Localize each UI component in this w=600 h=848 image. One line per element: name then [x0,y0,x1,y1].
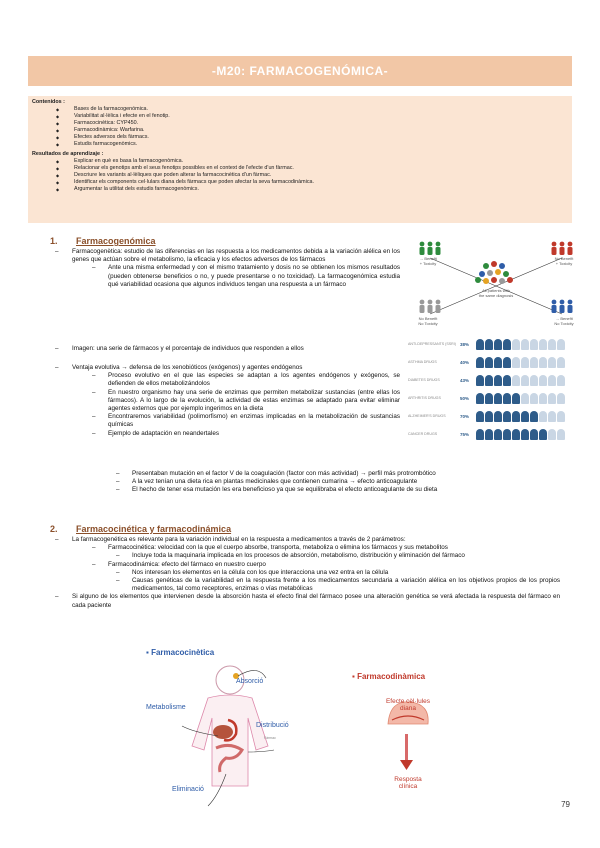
arrow-distribucio [248,750,274,752]
contents-list [32,106,568,148]
list-item: ◆ Variabilitat al·lèlica i efecte en el fenotip. [32,113,568,120]
drug-row [408,354,584,370]
person-icon [476,339,484,350]
paragraph: – Farmacodinámica: efecto del fármaco en nuestro cuerpo [50,561,560,569]
people-row [476,339,584,350]
paragraph: – Causas genéticas de la variabilidad en la respuesta frente a los medicamentos secundaria a variación alélica en los objetivos propios de los propios medicamentos, tal como receptores, enzimas o vías metabólicas [50,577,560,593]
person-icon [521,375,529,386]
person-icon [521,357,529,368]
label-benefit-notoxicity: → Benefit No Toxicity [554,316,574,326]
list-item: ◆ Argumentar la utilitat dels estudis farmacogenòmics. [32,186,568,193]
paragraph: – Ante una misma enfermedad y con el mismo tratamiento y dosis no se obtienen los mismos resultados (pueden obtenerse beneficios o no, y puede presentarse o no toxicidad). La farmacogenómica estudia qué variabilidad ocasiona que algunos individuos tengan una respuesta a un fármaco [50,264,400,289]
person-icon [557,375,565,386]
paragraph: – Imagen: una serie de fármacos y el porcentaje de individuos que responden a ellos [50,345,400,353]
drug-response-figure [408,336,584,448]
pharmacodynamics-figure [352,672,462,812]
bullet-icon: ▪ [146,648,152,657]
drug-label: CANCER DRUGS [408,432,438,436]
group-blue-people [552,300,573,313]
person-icon [512,375,520,386]
drug-label: ANTI-DEPRESSANTS (SSRI) [408,342,456,346]
center-crowd [475,261,513,284]
people-row [476,411,584,422]
person-icon [521,339,529,350]
drug-row [408,426,584,442]
drug-label: ARTHRITIS DRUGS [408,396,441,400]
drug-percent: 75% [460,431,470,437]
person-icon [539,393,547,404]
paragraph: – Farmacogenètica: estudio de las diferencias en las respuesta a los medicamentos debida a la variación alélica en los genes que actúan sobre el metabolismo, la eficacia y los efectos adversos de los fármacos [50,248,400,264]
person-icon [530,339,538,350]
person-icon [503,357,511,368]
person-icon [548,411,556,422]
person-icon [539,357,547,368]
page-title: -M20: FARMACOGENÓMICA- [211,64,389,78]
person-icon [557,339,565,350]
person-icon [548,375,556,386]
list-item: ◆ Farmacocinètica: CYP450. [32,120,568,127]
person-icon [494,357,502,368]
results-list [32,158,568,193]
title-banner [28,56,572,86]
person-icon [503,339,511,350]
person-icon [521,411,529,422]
person-icon [539,375,547,386]
person-icon [494,429,502,440]
bullet-icon: ▪ [352,672,358,681]
label-nobenefit-notoxicity: No Benefit No Toxicity [418,316,438,326]
drug-percent: 40% [460,359,470,365]
list-item: ◆ Explicar en què es basa la farmacogenòmica. [32,158,568,165]
section-1-neanderthal [50,470,550,495]
pk-heading: ▪ Farmacocinètica [146,648,215,657]
person-icon [494,339,502,350]
person-icon [512,393,520,404]
label-clinical-response: Resposta clínica [394,776,422,790]
person-icon [503,393,511,404]
paragraph: – Encontraremos variabilidad (polimorfismo) en enzimas implicadas en la metabolización de sustancias químicas [50,413,400,429]
drug-percent: 38% [460,341,470,347]
paragraph: – Ventaja evolutiva → defensa de los xenobióticos (exógenos) y agentes endógenos [50,364,400,372]
person-icon [485,429,493,440]
list-item: ◆ Farmacodinàmica: Warfarina. [32,127,568,134]
person-icon [557,393,565,404]
paragraph: – El hecho de tener esa mutación les era beneficioso ya que se equilibraba el efecto anticoagulante de su dieta [50,486,550,494]
person-icon [539,429,547,440]
label-eliminacio: Eliminació [172,786,204,793]
paragraph: – En nuestro organismo hay una serie de enzimas que permiten metabolizar sustancias (entre ellas los fármacos). A lo largo de la evolución, la actividad de estas enzimas se adaptado para evitar eliminar agentes externos que por ejemplo ingerimos en la dieta [50,389,400,414]
person-icon [485,411,493,422]
paragraph: – Si alguno de los elementos que intervienen desde la absorción hasta el efecto final del fármaco posee una alteración genética se verá afectada la respuesta del fármaco en cada paciente [50,593,560,609]
label-target-cells: Efecte cèl·lules diana [385,698,431,712]
drug-row [408,390,584,406]
person-icon [548,339,556,350]
person-icon [476,393,484,404]
liver-organ [213,725,233,739]
label-metabolisme: Metabolisme [146,704,186,711]
person-icon [512,357,520,368]
drug-row [408,408,584,424]
person-icon [530,357,538,368]
person-icon [530,375,538,386]
list-item: ◆ Efectes adversos dels fàrmacs. [32,134,568,141]
person-icon [485,339,493,350]
person-icon [485,357,493,368]
person-icon [476,375,484,386]
people-row [476,357,584,368]
patients-figure [408,236,584,336]
section-1-intro [50,248,400,289]
label-all-patients: All patients with the same diagnosis [478,288,514,298]
section-2-body [50,536,560,610]
paragraph: – Nos interesan los elementos en la célula con los que interacciona una vez entra en la célula [50,569,560,577]
contents-box [28,96,572,223]
arrow-head [400,760,413,770]
drug-percent: 70% [460,413,470,419]
section-2-heading: 2. Farmacocinética y farmacodinámica [50,524,232,534]
label-small: Fàrmac [264,736,276,740]
person-icon [539,339,547,350]
person-icon [521,393,529,404]
person-icon [512,429,520,440]
group-red-people [552,242,573,255]
paragraph: – La farmacogenética es relevante para la variación individual en la respuesta a medicamentos a través de 2 parámetros: [50,536,560,544]
drug-row [408,336,584,352]
person-icon [503,375,511,386]
pd-heading: ▪ Farmacodinàmica [352,672,426,681]
person-icon [485,375,493,386]
list-item: ◆ Identificar els components cel·lulars diana dels fàrmacs que poden afectar la seva farmacodinàmica. [32,179,568,186]
person-icon [512,411,520,422]
paragraph: – A la vez tenían una dieta rica en plantas medicinales que contienen cumarina → efecto anticoagulante [50,478,550,486]
drug-percent: 43% [460,377,470,383]
drug-label: ALZHEIMER'S DRUGS [408,414,446,418]
person-icon [548,393,556,404]
person-icon [476,411,484,422]
person-icon [521,429,529,440]
person-icon [557,411,565,422]
person-icon [512,339,520,350]
group-grey-people [420,300,441,313]
arrow-shaft [405,734,408,760]
drug-label: DIABETES DRUGS [408,378,440,382]
person-icon [476,357,484,368]
paragraph: – Presentaban mutación en el factor V de la coagulación (factor con más actividad) → perfil más protrombótico [50,470,550,478]
person-icon [476,429,484,440]
drug-label: ASTHMA DRUGS [408,360,437,364]
person-icon [503,411,511,422]
person-icon [548,357,556,368]
list-item: ◆ Descriure les variants al·lèliques que poden alterar la farmacocinètica d'un fàrmac. [32,172,568,179]
paragraph: – Farmacocinética: velocidad con la que el cuerpo absorbe, transporta, metaboliza o elimina los fármacos y sus metabolitos [50,544,560,552]
paragraph: – Proceso evolutivo en el que las especies se adaptan a los agentes endógenos y exógenos, se defienden de ellos metabolizándolos [50,372,400,388]
people-row [476,429,584,440]
person-icon [548,429,556,440]
list-item: ◆ Bases de la farmacogenómica. [32,106,568,113]
label-absorcio: Absorció [236,678,264,685]
paragraph: – Ejemplo de adaptación en neandertales [50,430,400,438]
paragraph: – Incluye toda la maquinaria implicada en los procesos de absorción, metabolismo, distribución y eliminación del fármaco [50,552,560,560]
person-icon [494,393,502,404]
drug-row [408,372,584,388]
page-number: 79 [561,800,570,809]
results-header: Resultados de aprendizaje : [32,151,104,157]
people-row [476,393,584,404]
label-distribucio: Distribució [256,722,289,729]
section-1-evolution [50,364,400,438]
people-row [476,375,584,386]
person-icon [557,357,565,368]
person-icon [494,411,502,422]
arrow-absorcio [238,670,266,678]
person-icon [503,429,511,440]
label-nobenefit-toxicity: No Benefit + Toxicity [554,256,574,266]
person-icon [557,429,565,440]
person-icon [539,411,547,422]
section-1-heading: 1. Farmacogenómica [50,236,156,246]
group-green-people [420,242,441,255]
label-benefit-toxicity: → Benefit + Toxicity [419,256,437,266]
drug-percent: 50% [460,395,470,401]
contents-header: Contenidos : [32,99,65,105]
person-icon [494,375,502,386]
person-icon [485,393,493,404]
person-icon [530,429,538,440]
section-1-image-note [50,345,400,353]
list-item: ◆ Estudis farmacogenòmics. [32,141,568,148]
list-item: ◆ Relacionar els genotips amb el seus fenotips possibles en el context de l'efecte d'un fàrmac. [32,165,568,172]
person-icon [530,411,538,422]
person-icon [530,393,538,404]
